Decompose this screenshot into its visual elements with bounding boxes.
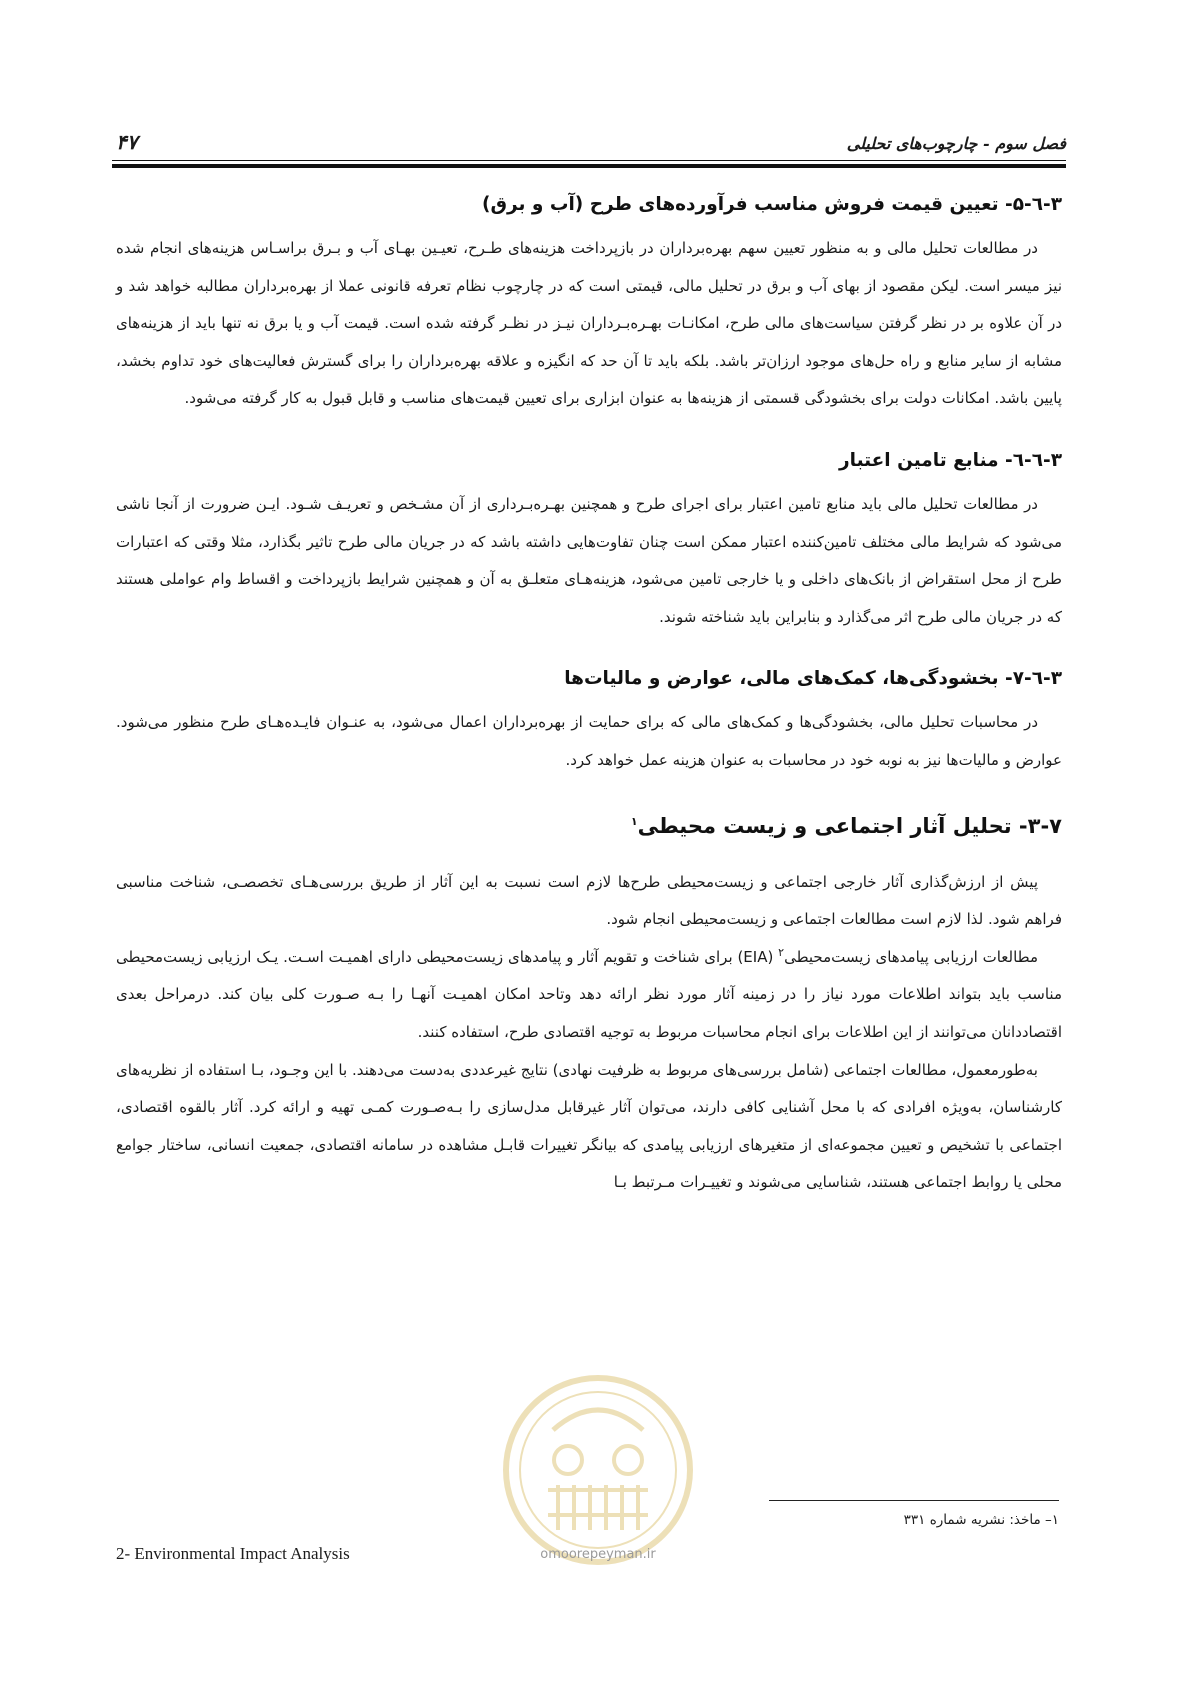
section-heading-3-6-5: ۳-٦-۵- تعیین قیمت فروش مناسب فرآورده‌های طرح (آب و برق) xyxy=(482,194,1062,215)
running-header xyxy=(112,128,1066,168)
section-paragraph-3-6-7: در محاسبات تحلیل مالی، بخشودگی‌ها و کمک‌های مالی که برای حمایت از بهره‌برداران اعمال می‌شود، به عنـوان فایـده‌هـای طرح منظور می‌شود. عوارض و مالیات‌ها نیز به نوبه خود در محاسبات به عنوان هزینه عمل خواهد کرد. xyxy=(116,713,1062,769)
section-paragraph-3-6-6: در مطالعات تحلیل مالی باید منابع تامین اعتبار برای اجرای طرح و همچنین بهـره‌بـرداری از آن مشـخص و تعریـف شـود. ایـن ضرورت از آنجا ناشی می‌شود که شرایط مالی مختلف تامین‌کننده اعتبار ممکن است چنان تفاوت‌هایی داشته باشد که در جریان مالی طرح تاثیر بگذارد، مثلا وقتی که اعتبارات طرح از محل استقراض از بانک‌های داخلی و یا خارجی تامین می‌شود، هزینه‌هـای متعلـق به آن و همچنین شرایط بازپرداخت و اقساط وام عواملی هستند که در جریان مالی طرح اثر می‌گذارد و بنابراین باید شناخته شوند. xyxy=(116,494,1062,626)
section-paragraph-3-6-5: در مطالعات تحلیل مالی و به منظور تعیین سهم بهره‌برداران در بازپرداخت هزینه‌های طـرح، تعیـین بهـای آب و بـرق براسـاس هزینه‌های انجام شده نیز میسر است. لیکن مقصود از بهای آب و برق در تحلیل مالی، قیمتی است که در چارچوب نظام تعرفه قانونی عملا از بهره‌برداران مطالبه خواهد شد و در آن علاوه بر در نظر گرفتن سیاست‌های مالی طرح، امکانـات بهـره‌بـرداران نیـز در نظـر گرفته شده است. قیمت آب و یا برق نه تنها باید از هزینه‌های مشابه از سایر منابع و راه حل‌های موجود ارزان‌تر باشد. بلکه باید تا آن حد که انگیزه و علاقه بهره‌برداران را برای گسترش فعالیت‌های خود تداوم بخشد، پایین باشد. امکانات دولت برای بخشودگی قسمتی از هزینه‌ها به عنوان ابزاری برای تعیین قیمت‌های مناسب و قابل قبول به کار گرفته می‌شود. xyxy=(116,239,1062,408)
section-heading-3-7 xyxy=(116,806,1062,846)
section-heading-3-6-6: ۳-٦-٦- منابع تامین اعتبار xyxy=(838,449,1062,471)
paragraph-2-rest: (EIA) برای شناخت و تقویم آثار و پیامدهای زیست‌محیطی دارای اهمیـت اسـت. یـک ارزیابی زیست‌محیطی مناسب باید بتواند اطلاعات مورد نیاز را در زمینه آثار مورد نظر ارائه دهد وتاحد امکان اهمیـت آنهـا را بـه صـورت کلی بیان کند. درمراحل بعدی اقتصاددانان می‌توانند از این اطلاعات برای انجام محاسبات مربوط به توجیه اقتصادی طرح، استفاده کنند. xyxy=(116,947,1062,1041)
watermark-seal-icon xyxy=(498,1370,698,1570)
header-rule-thick xyxy=(112,164,1066,168)
section-heading-3-7-text: ۳-۷- تحلیل آثار اجتماعی و زیست محیطی xyxy=(637,813,1062,838)
section-heading-3-6-7: ۳-٦-۷- بخشودگی‌ها، کمک‌های مالی، عوارض و مالیات‌ها xyxy=(564,668,1062,690)
footnote-ref-2: ۲ xyxy=(778,945,785,959)
footnote-1: ۱– ماخذ: نشریه شماره ۳۳۱ xyxy=(903,1512,1059,1528)
header-rule-thin xyxy=(112,160,1066,161)
section-3-7-paragraph-1: پیش از ارزش‌گذاری آثار خارجی اجتماعی و زیست‌محیطی طرح‌ها لازم است نسبت به این آثار از طریق بررسی‌هـای تخصصـی، شناخت مناسبی فراهم شود. لذا لازم است مطالعات اجتماعی و زیست‌محیطی انجام شود. xyxy=(116,872,1062,929)
footnote-ref-1: ۱ xyxy=(630,814,638,828)
running-title: فصل سوم - چارچوب‌های تحلیلی xyxy=(846,134,1066,153)
watermark-text: omoorepeyman.ir xyxy=(540,1547,656,1562)
section-3-7-paragraph-2 xyxy=(116,939,1062,1052)
section-3-7-paragraph-3: به‌طورمعمول، مطالعات اجتماعی (شامل بررسی‌های مربوط به ظرفیت نهادی) نتایج غیرعددی به‌دست می‌دهند. با این وجـود، بـا استفاده از نظریه‌های کارشناسان، به‌ویژه افرادی که با محل آشنایی کافی دارند، می‌توان آثار غیرقابل مدل‌سازی را بـه‌صـورت کمـی تهیه و ارائه کرد. آثار بالقوه اقتصادی، اجتماعی با تشخیص و تعیین مجموعه‌ای از متغیرهای ارزیابی پیامدی که بیانگر تغییرات قابـل مشاهده در سامانه اقتصادی، جمعیت انسانی، ساختار جوامع محلی یا روابط اجتماعی هستند، شناسایی می‌شوند و تغییـرات مـرتبط بـا xyxy=(116,1060,1062,1192)
body-content xyxy=(116,188,1062,1202)
footnote-rule xyxy=(769,1500,1059,1501)
footnote-2: 2- Environmental Impact Analysis xyxy=(116,1544,350,1563)
page-number: ۴۷ xyxy=(116,130,138,154)
paragraph-2-lead: مطالعات ارزیابی پیامدهای زیست‌محیطی xyxy=(784,947,1038,966)
